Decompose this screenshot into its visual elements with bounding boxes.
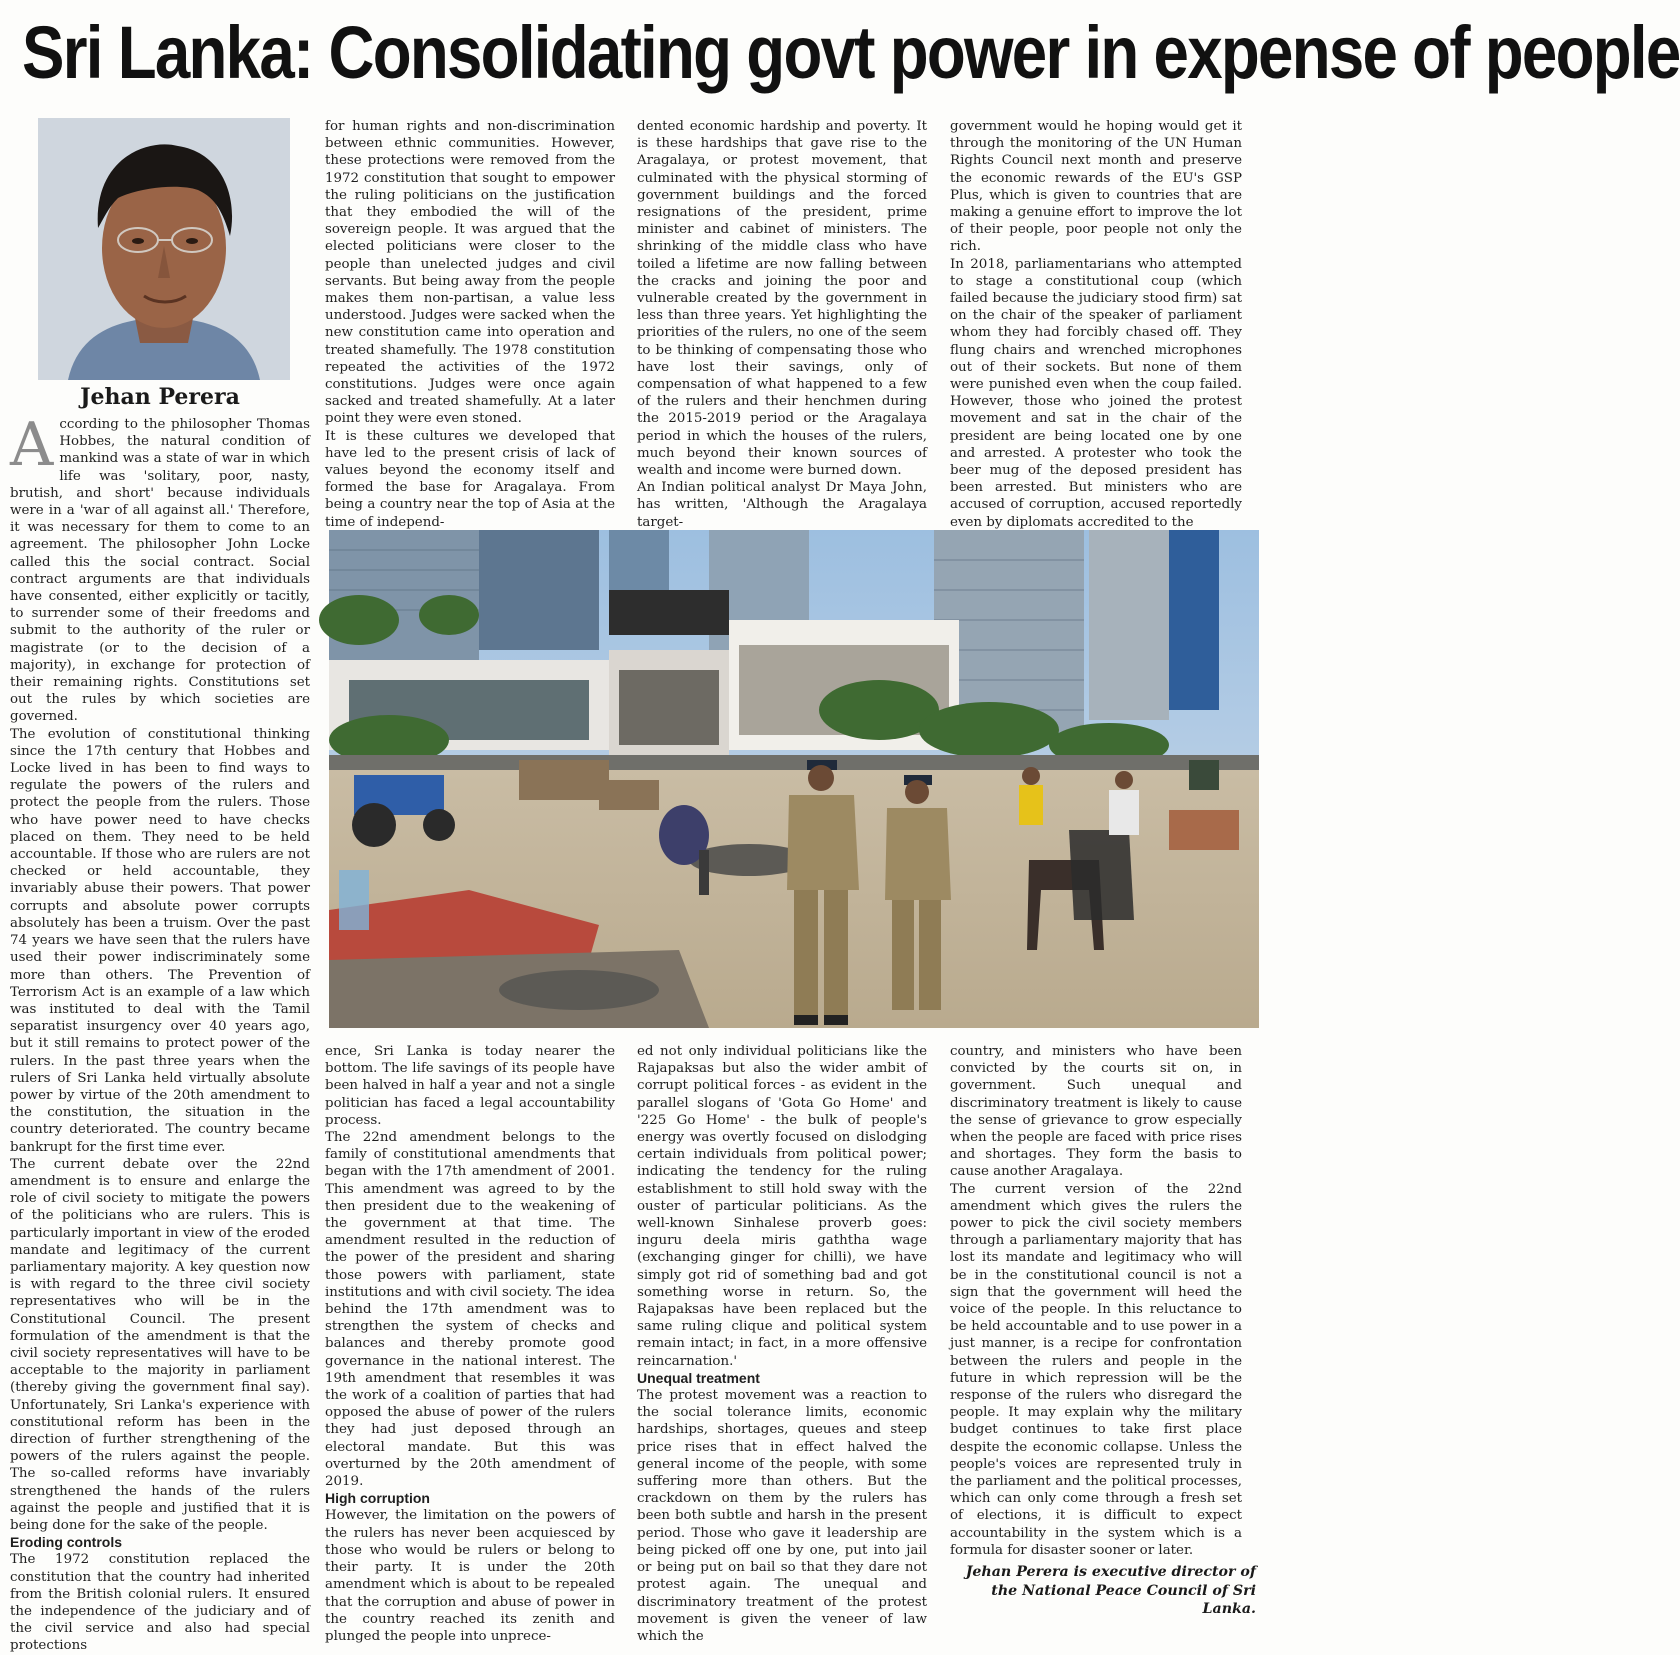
paragraph: The 1972 constitution replaced the constitution that the country had inherited from the British colonial rulers. It ensured the independence of the judiciary and of the civil service and also had special protections — [10, 1552, 310, 1654]
paragraph: It is these cultures we developed that have led to the present crisis of lack of values beyond the economy itself and formed the base for Aragalaya. From being a country near the top of Asia at the time of independ- — [325, 428, 615, 530]
paragraph: The evolution of constitutional thinking since the 17th century that Hobbes and Locke lived in has been to find ways to regulate the powers of the rulers and protect the people from the rulers. Those who have power need to have checks placed on them. They need to be held accountable. If those who are rulers are not checked or held accountable, they invariably abuse their powers. That power corrupts and absolute power corrupts absolutely has been a truism. Over the past 74 years we have seen that the rulers have used their power indiscriminately some more than others. The Prevention of Terrorism Act is an example of a law which was instituted to deal with the Tamil separatist insurgency over 40 years ago, but it still remains to protect power of the rulers. In the past three years when the rulers of Sri Lanka held virtually absolute power by virtue of the 20th amendment to the constitution, the situation in the country deteriorated. The country became bankrupt for the first time ever. — [10, 726, 310, 1155]
paragraph: The current debate over the 22nd amendment is to ensure and enlarge the role of civil society to mitigate the powers of the politicians who are rulers. This is particularly important in view of the eroded mandate and legitimacy of the current parliamentary majority. A key question now is with regard to the three civil society representatives who will be in the Constitutional Council. The present formulation of the amendment is that the civil society representatives will have to be acceptable to the majority in parliament (thereby giving the government final say). Unfortunately, Sri Lanka's experience with constitutional reform has been in the direction of further strengthening of the powers of the rulers against the people. The so-called reforms have invariably strengthened the hands of the rulers against the people and justified that it is being done for the sake of the people. — [10, 1156, 310, 1533]
article-column-4-bottom — [950, 1043, 1242, 1558]
article-column-4-top — [950, 118, 1242, 530]
article-column-2-top — [325, 118, 615, 530]
headline: Sri Lanka: Consolidating govt power in expense of people — [22, 11, 1680, 94]
article-column-2-bottom — [325, 1043, 615, 1644]
author-bio-note: Jehan Perera is executive director of the National Peace Council of Sri Lanka. — [965, 1564, 1256, 1617]
paragraph: for human rights and non-discrimination between ethnic communities. However, these protections were removed from the 1972 constitution that sought to empower the ruling politicians on the justification that they embodied the will of the sovereign people. It was argued that the elected politicians were closer to the people than unelected judges and civil servants. But being away from the people makes them non-partisan, a value less understood. Judges were sacked when the new constitution came into operation and treated shamefully. The 1978 constitution repeated the activities of the 1972 constitutions. Judges were once again sacked and treated shamefully. At a later point they were even stoned. — [325, 119, 615, 427]
subheading: Unequal treatment — [637, 1369, 760, 1386]
paragraph: dented economic hardship and poverty. It is these hardships that gave rise to the Aragalaya, or protest movement, that culminated with the physical storming of government buildings and the forced resignations of the president, prime minister and cabinet of ministers. The shrinking of the middle class who have toiled a lifetime are now falling between the cracks and joining the poor and vulnerable created by the government in less than three years. Yet highlighting the priorities of the rulers, no one of the seem to be thinking of compensating those who have lost their savings, only of compensation of what happened to a few of the rulers and their henchmen during the 2015-2019 period or the Aragalaya period in which the houses of the rulers, much beyond their known sources of wealth and income were burned down. — [637, 119, 927, 479]
paragraph: However, the limitation on the powers of the rulers has never been acquiesced by those who would be rulers or belong to their party. It is under the 20th amendment which is about to be repealed that the corruption and abuse of power in the country reached its zenith and plunged the people into unprece- — [325, 1508, 615, 1644]
paragraph: The 22nd amendment belongs to the family of constitutional amendments that began with the 17th amendment of 2001. This amendment was agreed to by the then president due to the weakening of the government at that time. The amendment resulted in the reduction of the power of the president and sharing those powers with parliament, state institutions and with civil society. The idea behind the 17th amendment was to strengthen the system of checks and balances and thereby promote good governance in the national interest. The 19th amendment that resembles it was the work of a coalition of parties that had opposed the abuse of power of the rulers they had just deposed through an electoral mandate. But this was overturned by the 20th amendment of 2019. — [325, 1130, 615, 1490]
paragraph: government would he hoping would get it through the monitoring of the UN Human Rights Council next month and preserve the economic rewards of the EU's GSP Plus, which is given to countries that are making a genuine effort to improve the lot of their people, poor people not only the rich. — [950, 119, 1242, 255]
article-column-3-bottom — [637, 1043, 927, 1644]
article-column-3-top — [637, 118, 927, 530]
paragraph: ence, Sri Lanka is today nearer the bottom. The life savings of its people have been halved in half a year and not a single politician has faced a legal accountability process. — [325, 1044, 615, 1128]
lead-paragraph: According to the philosopher Thomas Hobbes, the natural condition of mankind was a state of war in which life was 'solitary, poor, nasty, brutish, and short' because individuals were in a 'war of all against all.' Therefore, it was necessary for them to come to an agreement. The philosopher John Locke called this the social contract. Social contract arguments are that individuals have consented, either explicitly or tacitly, to surrender some of their freedoms and submit to the authority of the ruler or magistrate (or to the decision of a majority), in exchange for protection of their remaining rights. Constitutions set out the rules by which societies are governed. — [10, 410, 310, 725]
paragraph: An Indian political analyst Dr Maya John, has written, 'Although the Aragalaya target- — [637, 480, 927, 530]
author-portrait-photo — [38, 118, 290, 380]
paragraph: ed not only individual politicians like the Rajapaksas but also the wider ambit of corrupt political forces - as evident in the parallel slogans of 'Gota Go Home' and '225 Go Home' - the bulk of people's energy was overtly focused on dislodging certain individuals from political power; indicating the tendency for the ruling establishment to still hold sway with the ouster of particular politicians. As the well-known Sinhalese proverb goes: inguru deela miris gaththa wage (exchanging ginger for chilli), we have simply got rid of something bad and got something worse in return. So, the Rajapaksas have been replaced but the same ruling clique and political system remain intact; in fact, in a more offensive reincarnation.' — [637, 1044, 927, 1369]
protest-site-cleanup-photo — [329, 530, 1259, 1028]
paragraph: The current version of the 22nd amendment which gives the rulers the power to pick the civil society members through a parliamentary majority that has lost its mandate and legitimacy who will be in the constitutional council is not a sign that the government will heed the voice of the people. In this reluctance to be held accountable and to use power in a just manner, is a recipe for confrontation between the rulers and people in the future in which repression will be the response of the rulers who disregard the people. It may explain why the military budget continues to take first place despite the economic collapse. Unless the people's voices are represented truly in the parliament and the political processes, which can only come through a fresh set of elections, it is difficult to expect accountability in the system which is a formula for disaster sooner or later. — [950, 1181, 1242, 1558]
paragraph: In 2018, parliamentarians who attempted to stage a constitutional coup (which failed because the judiciary stood firm) sat on the chair of the speaker of parliament whom they had forcibly chased off. They flung chairs and wrenched microphones out of their sockets. But none of them were punished even when the coup failed. However, those who joined the protest movement and sat in the chair of the president are being located one by one and arrested. A protester who took the beer mug of the deposed president has been arrested. But ministers who are accused of corruption, accused reportedly even by diplomats accredited to the — [950, 256, 1242, 530]
drop-cap: A — [10, 410, 54, 480]
paragraph: country, and ministers who have been convicted by the courts sit on, in government. Such unequal and discriminatory treatment is likely to cause the sense of grievance to grow especially when the people are faced with price rises and shortages. They form the basis to cause another Aragalaya. — [950, 1044, 1242, 1180]
article-column-1 — [10, 410, 310, 1654]
author-name: Jehan Perera — [80, 384, 240, 410]
paragraph: The protest movement was a reaction to the social tolerance limits, economic hardships, shortages, queues and steep price rises that in effect halved the general income of the people, with some suffering more than others. But the crackdown on them by the rulers has been both subtle and harsh in the present period. Those who gave it leadership are being picked off one by one, put into jail or being put on bail so that they dare not protest again. The unequal and discriminatory treatment of the protest movement is given the veneer of law which the — [637, 1388, 927, 1644]
subheading: High corruption — [325, 1490, 430, 1507]
subheading: Eroding controls — [10, 1534, 122, 1551]
